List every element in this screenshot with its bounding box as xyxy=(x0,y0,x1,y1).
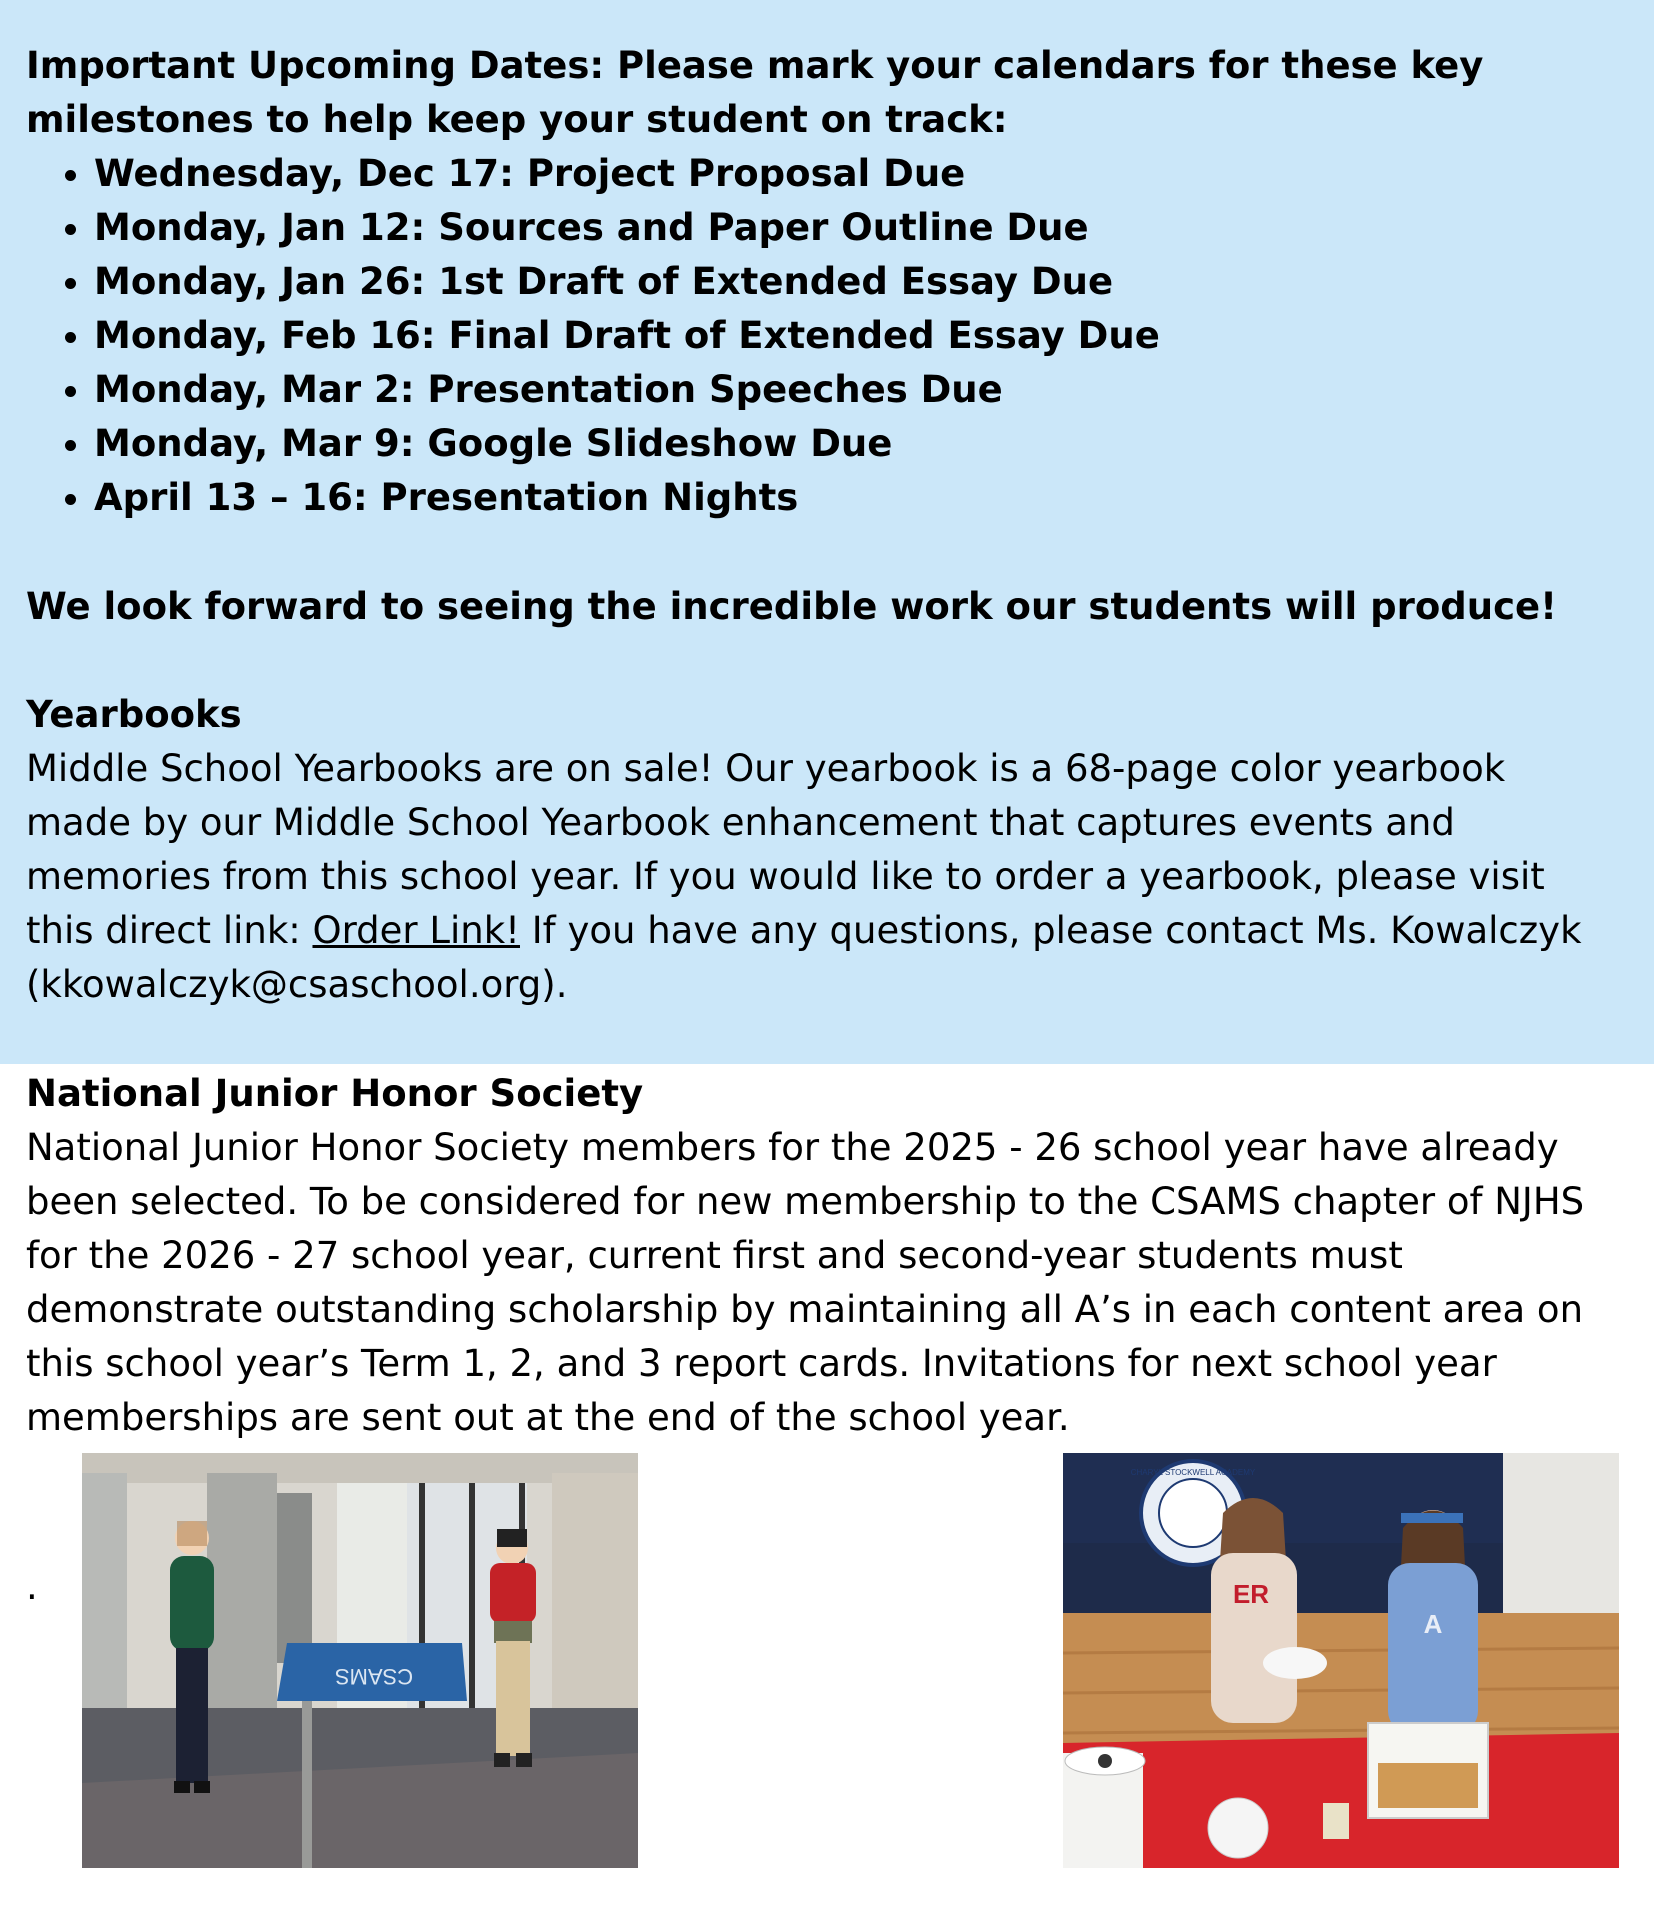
date-item: • Monday, Mar 2: Presentation Speeches Due xyxy=(94,363,1654,417)
yearbooks-heading: Yearbooks xyxy=(26,693,242,736)
dates-intro: Important Upcoming Dates: Please mark your calendars for these key milestones to help keep your student on track: xyxy=(26,44,1484,141)
closing-statement: We look forward to seeing the incredible work our students will produce! xyxy=(26,585,1557,628)
date-item: • Monday, Feb 16: Final Draft of Extended Essay Due xyxy=(94,309,1654,363)
svg-text:A: A xyxy=(1423,1609,1443,1639)
date-item: • Wednesday, Dec 17: Project Proposal Due xyxy=(94,147,1654,201)
bake-sale-photo xyxy=(1063,1453,1619,1868)
mat-logo: CSAMS xyxy=(334,1664,414,1689)
hallway-photo-illustration xyxy=(82,1453,638,1868)
seal-text: CHARYL STOCKWELL ACADEMY xyxy=(1130,1468,1256,1477)
svg-text:ER: ER xyxy=(1232,1579,1270,1609)
hallway-photo xyxy=(82,1453,638,1868)
stray-period: . xyxy=(26,1565,38,1608)
yearbooks-text: Middle School Yearbooks are on sale! Our yearbook is a 68-page color yearbook made by our Middle School Yearbook enhancement that captures events and memories from this school year. If you would like to order a yearbook, please visit this direct link: xyxy=(26,747,1545,952)
yearbooks-contact-text: If you have any questions, please contact Ms. Kowalczyk (kkowalczyk@csaschool.org). xyxy=(26,909,1582,1006)
njhs-body: National Junior Honor Society members for the 2025 - 26 school year have already been selected. To be considered for new membership to the CSAMS chapter of NJHS for the 2026 - 27 school year, current first and second-year students must demonstrate outstanding scholarship by maintaining all A’s in each content area on this school year’s Term 1, 2, and 3 report cards. Invitations for next school year memberships are sent out at the end of the school year. xyxy=(26,1126,1585,1439)
order-link[interactable]: Order Link! xyxy=(312,909,520,952)
date-item: • April 13 – 16: Presentation Nights xyxy=(94,471,1654,525)
date-item: • Monday, Jan 26: 1st Draft of Extended Essay Due xyxy=(94,255,1654,309)
bake-sale-photo-illustration xyxy=(1063,1453,1619,1868)
yearbooks-body xyxy=(26,742,1616,1012)
date-item: • Monday, Mar 9: Google Slideshow Due xyxy=(94,417,1654,471)
njhs-heading: National Junior Honor Society xyxy=(26,1072,644,1115)
date-item: • Monday, Jan 12: Sources and Paper Outline Due xyxy=(94,201,1654,255)
dates-list xyxy=(26,147,1654,525)
